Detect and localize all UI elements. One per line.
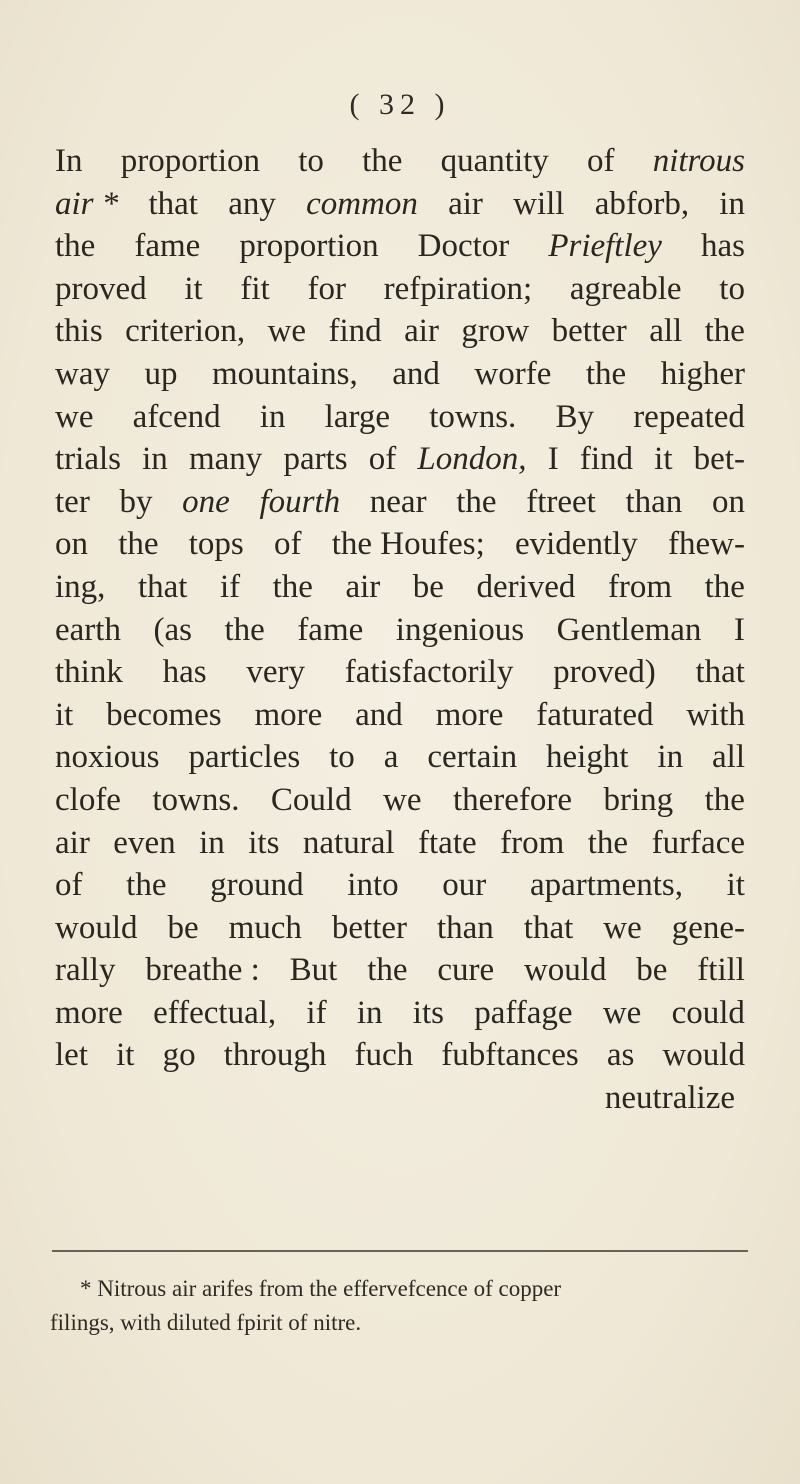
word: in [356, 994, 383, 1031]
word: the [362, 143, 403, 179]
word: in [199, 824, 225, 861]
word: we [55, 398, 94, 435]
word: on [711, 483, 745, 520]
word: think [55, 654, 123, 691]
word: let [55, 1037, 88, 1074]
word: it [184, 270, 203, 307]
word: into [347, 867, 399, 904]
text-line [55, 736, 745, 779]
word: tops [188, 526, 244, 563]
word: in [657, 739, 684, 776]
word: furface [651, 824, 745, 861]
word: our [442, 867, 487, 904]
word: nitrous [652, 143, 745, 179]
text-line [55, 481, 745, 524]
word: as [606, 1037, 635, 1074]
word: proportion [239, 228, 379, 265]
footnote-rule [52, 1250, 748, 1252]
word: from [500, 824, 565, 861]
word: of [368, 441, 397, 478]
word: that [137, 568, 188, 605]
word: Could [270, 781, 352, 818]
word: agreable [569, 270, 682, 307]
word: trials [55, 441, 121, 478]
word: ter [55, 483, 90, 520]
word: evidently [514, 526, 638, 563]
word: we [603, 909, 642, 946]
word: this [55, 313, 103, 350]
text-line [55, 609, 745, 652]
text-line [55, 566, 745, 609]
word: could [671, 994, 745, 1031]
word: the [704, 781, 745, 818]
word: a [383, 739, 399, 776]
word: if [219, 568, 241, 605]
word: it [116, 1037, 135, 1074]
word: through [223, 1037, 327, 1074]
word: way [55, 355, 110, 392]
word: and [392, 355, 440, 392]
word: neutralize [604, 1080, 735, 1117]
word: the [585, 355, 627, 392]
word: be [412, 568, 444, 605]
text-line [55, 353, 745, 396]
word: In [55, 143, 83, 179]
text-line [55, 949, 745, 992]
word: bring [603, 781, 674, 818]
word: than [436, 909, 494, 946]
word: be [167, 909, 199, 946]
main-text [55, 140, 745, 1120]
word: it [654, 441, 673, 478]
word: to [298, 143, 324, 179]
word: one [182, 483, 230, 520]
word: the [587, 824, 629, 861]
word: criterion, [125, 313, 246, 350]
text-line [55, 651, 745, 694]
word: the [456, 483, 497, 520]
word: the [224, 611, 265, 648]
word: of [55, 867, 83, 904]
word: the [367, 952, 408, 989]
word: of [274, 526, 302, 563]
text-line [55, 183, 745, 226]
word: the [272, 568, 313, 605]
word: more [435, 696, 504, 733]
word: ing, [55, 568, 106, 605]
word: ground [210, 867, 304, 904]
word: very [246, 654, 305, 691]
word: to [719, 270, 745, 307]
word: the [704, 313, 745, 350]
word: worfe [474, 355, 552, 392]
word: But [289, 952, 338, 989]
word: fame [297, 611, 364, 648]
text-line [55, 225, 745, 268]
word: rally [55, 952, 116, 989]
word: air [55, 824, 90, 861]
word: grow [461, 313, 530, 350]
word: the [126, 867, 167, 904]
word: proved) [553, 654, 656, 691]
word: its [248, 824, 280, 861]
word: ftreet [526, 483, 596, 520]
word: on [55, 526, 88, 563]
word: find [579, 441, 634, 478]
word: would [662, 1037, 745, 1074]
word: for [307, 270, 346, 307]
word: fubftances [441, 1037, 579, 1074]
word: by [119, 483, 153, 520]
word: in [142, 441, 168, 478]
word: towns. [429, 398, 517, 435]
word: fatisfactorily [344, 654, 514, 691]
word: fourth [259, 483, 341, 520]
word: noxious [55, 739, 160, 776]
word: earth [55, 611, 121, 648]
word: higher [660, 355, 745, 392]
footnote [50, 1272, 760, 1340]
word: natural [302, 824, 395, 861]
word: apartments, [529, 867, 683, 904]
word: parts [283, 441, 348, 478]
word: more [55, 994, 123, 1031]
word: would [55, 909, 138, 946]
text-line [55, 523, 745, 566]
word: I [547, 441, 559, 478]
word: we [383, 781, 422, 818]
word: with [686, 696, 745, 733]
word: London, [417, 441, 527, 478]
word: quantity [440, 143, 549, 179]
word: height [546, 739, 629, 776]
word: clofe [55, 781, 121, 818]
word: By [555, 398, 594, 435]
word: all [712, 739, 745, 776]
word: we [267, 313, 307, 350]
word: effectual, [153, 994, 277, 1031]
word: ftate [418, 824, 477, 861]
word: (as [153, 611, 192, 648]
page-number: ( 32 ) [349, 88, 451, 121]
word: has [162, 654, 207, 691]
word: becomes [106, 696, 222, 733]
text-line [55, 1077, 745, 1120]
word: air * [55, 185, 119, 222]
word: it [726, 867, 745, 904]
word: the [55, 228, 96, 265]
word: particles [188, 739, 301, 776]
word: that [695, 654, 745, 691]
word: all [649, 313, 683, 350]
word: fame [134, 228, 201, 265]
word: refpiration; [383, 270, 533, 307]
word: air [448, 185, 483, 222]
word: better [551, 313, 627, 350]
word: go [162, 1037, 196, 1074]
word: if [306, 994, 327, 1031]
word: it [55, 696, 74, 733]
word: proved [55, 270, 147, 307]
word: would [523, 952, 607, 989]
word: any [228, 185, 276, 222]
word: the Houfes; [331, 526, 485, 563]
word: Doctor [417, 228, 510, 265]
word: find [328, 313, 382, 350]
word: better [331, 909, 408, 946]
word: even [113, 824, 176, 861]
word: therefore [452, 781, 573, 818]
word: has [700, 228, 745, 265]
word: the [704, 568, 745, 605]
text-line [55, 140, 745, 183]
word: abforb, [594, 185, 690, 222]
word: fuch [354, 1037, 414, 1074]
word: the [118, 526, 159, 563]
word: ftill [697, 952, 745, 989]
word: much [228, 909, 302, 946]
word: and [355, 696, 403, 733]
word: air [404, 313, 439, 350]
word: be [636, 952, 668, 989]
word: we [602, 994, 642, 1031]
word: fhew- [668, 526, 745, 563]
word: I [733, 611, 745, 648]
word: air [345, 568, 381, 605]
word: that [523, 909, 574, 946]
word: repeated [633, 398, 745, 435]
word: faturated [536, 696, 654, 733]
text-line [55, 396, 745, 439]
text-line [55, 779, 745, 822]
text-line [55, 1034, 745, 1077]
text-line [55, 694, 745, 737]
word: breathe : [145, 952, 260, 989]
word: mountains, [211, 355, 358, 392]
word: in [259, 398, 286, 435]
text-line [55, 907, 745, 950]
text-line [55, 268, 745, 311]
word: large [324, 398, 391, 435]
footnote-line: filings, with diluted fpirit of nitre. [50, 1310, 362, 1335]
word: up [144, 355, 178, 392]
word: towns. [152, 781, 240, 818]
word: in [719, 185, 745, 222]
word: Prieftley [548, 228, 662, 265]
word: will [513, 185, 565, 222]
word: proportion [120, 143, 261, 179]
word: fit [240, 270, 270, 307]
text-line [55, 822, 745, 865]
word: cure [437, 952, 495, 989]
word: Gentleman [556, 611, 702, 648]
word: its [412, 994, 444, 1031]
text-line [55, 864, 745, 907]
word: that [148, 185, 198, 222]
word: than [625, 483, 683, 520]
word: common [306, 185, 418, 222]
text-line [55, 992, 745, 1035]
word: bet- [693, 441, 745, 478]
text-line [55, 438, 745, 481]
word: derived [476, 568, 576, 605]
word: paffage [474, 994, 573, 1031]
word: ingenious [395, 611, 525, 648]
footnote-line: * Nitrous air arifes from the effervefcence of copper [80, 1276, 562, 1301]
word: many [188, 441, 263, 478]
word: afcend [132, 398, 221, 435]
word: certain [427, 739, 518, 776]
word: from [607, 568, 673, 605]
word: more [254, 696, 323, 733]
word: to [329, 739, 355, 776]
word: near [369, 483, 427, 520]
word: of [587, 143, 615, 179]
text-line [55, 310, 745, 353]
word: gene- [671, 909, 745, 946]
